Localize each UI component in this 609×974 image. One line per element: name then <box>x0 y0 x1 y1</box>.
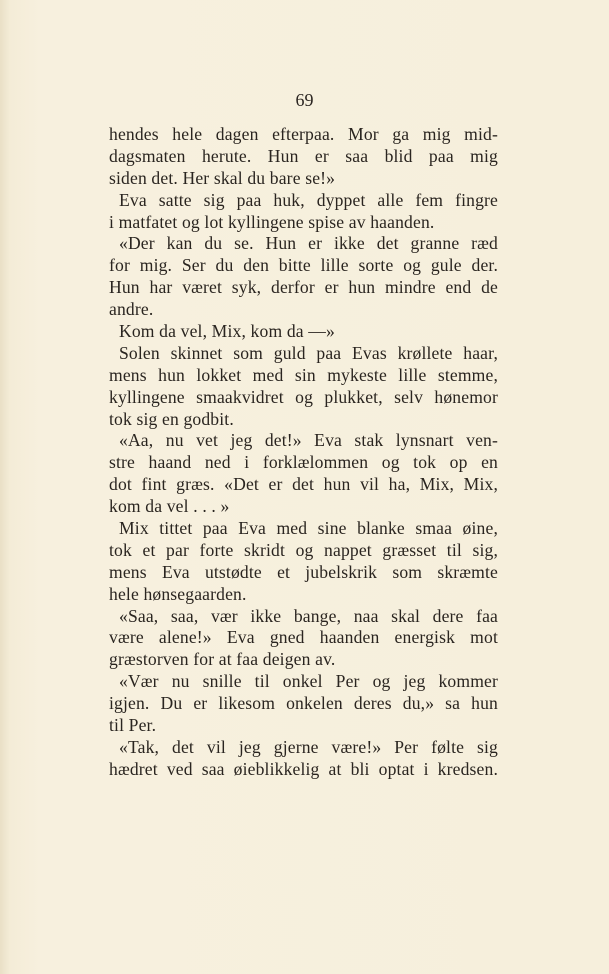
text-line: igjen. Du er likesom onkelen deres du,» sa hun <box>109 693 498 714</box>
page-number: 69 <box>295 90 314 110</box>
text-line: kom da vel . . . » <box>109 496 230 517</box>
body-text <box>109 124 498 781</box>
text-line: «Der kan du se. Hun er ikke det granne ræd <box>119 233 498 254</box>
text-line: dagsmaten herute. Hun er saa blid paa mig <box>109 145 498 166</box>
text-line: dot fint græs. «Det er det hun vil ha, Mix, Mix, <box>109 474 498 495</box>
text-line: hendes hele dagen efterpaa. Mor ga mig mid- <box>109 124 498 144</box>
text-line: for mig. Ser du den bitte lille sorte og gule der. <box>109 255 498 276</box>
text-line: Mix tittet paa Eva med sine blanke smaa øine, <box>119 518 498 539</box>
text-line: «Tak, det vil jeg gjerne være!» Per følte sig <box>119 736 498 757</box>
text-line: «Saa, saa, vær ikke bange, naa skal dere faa <box>119 605 498 626</box>
text-line: Eva satte sig paa huk, dyppet alle fem fingre <box>119 189 498 210</box>
text-line: siden det. Her skal du bare se!» <box>109 167 336 188</box>
text-line: «Aa, nu vet jeg det!» Eva stak lynsnart ven- <box>119 430 498 451</box>
text-line: mens Eva utstødte et jubelskrik som skræmte <box>109 561 498 582</box>
text-line: kyllingene smaakvidret og plukket, selv hønemor <box>109 386 498 407</box>
text-line: mens hun lokket med sin mykeste lille stemme, <box>109 364 498 385</box>
text-line: Hun har været syk, derfor er hun mindre end de <box>109 277 498 298</box>
text-line: græstorven for at faa deigen av. <box>109 649 336 670</box>
text-line: hele hønsegaarden. <box>109 583 247 604</box>
text-line: andre. <box>109 299 154 320</box>
text-line: «Vær nu snille til onkel Per og jeg kommer <box>119 671 498 692</box>
text-line: Solen skinnet som guld paa Evas krøllete haar, <box>119 342 498 363</box>
text-line: tok sig en godbit. <box>109 408 234 429</box>
text-line: i matfatet og lot kyllingene spise av haanden. <box>109 211 435 232</box>
text-line: hædret ved saa øieblikkelig at bli optat i kredsen. <box>109 758 498 779</box>
text-line: stre haand ned i forklælommen og tok op en <box>109 452 498 473</box>
text-line: være alene!» Eva gned haanden energisk mot <box>109 627 498 648</box>
text-line: til Per. <box>109 715 157 736</box>
text-line: Kom da vel, Mix, kom da —» <box>119 321 335 342</box>
text-line: tok et par forte skridt og nappet græsset til sig, <box>109 539 498 560</box>
